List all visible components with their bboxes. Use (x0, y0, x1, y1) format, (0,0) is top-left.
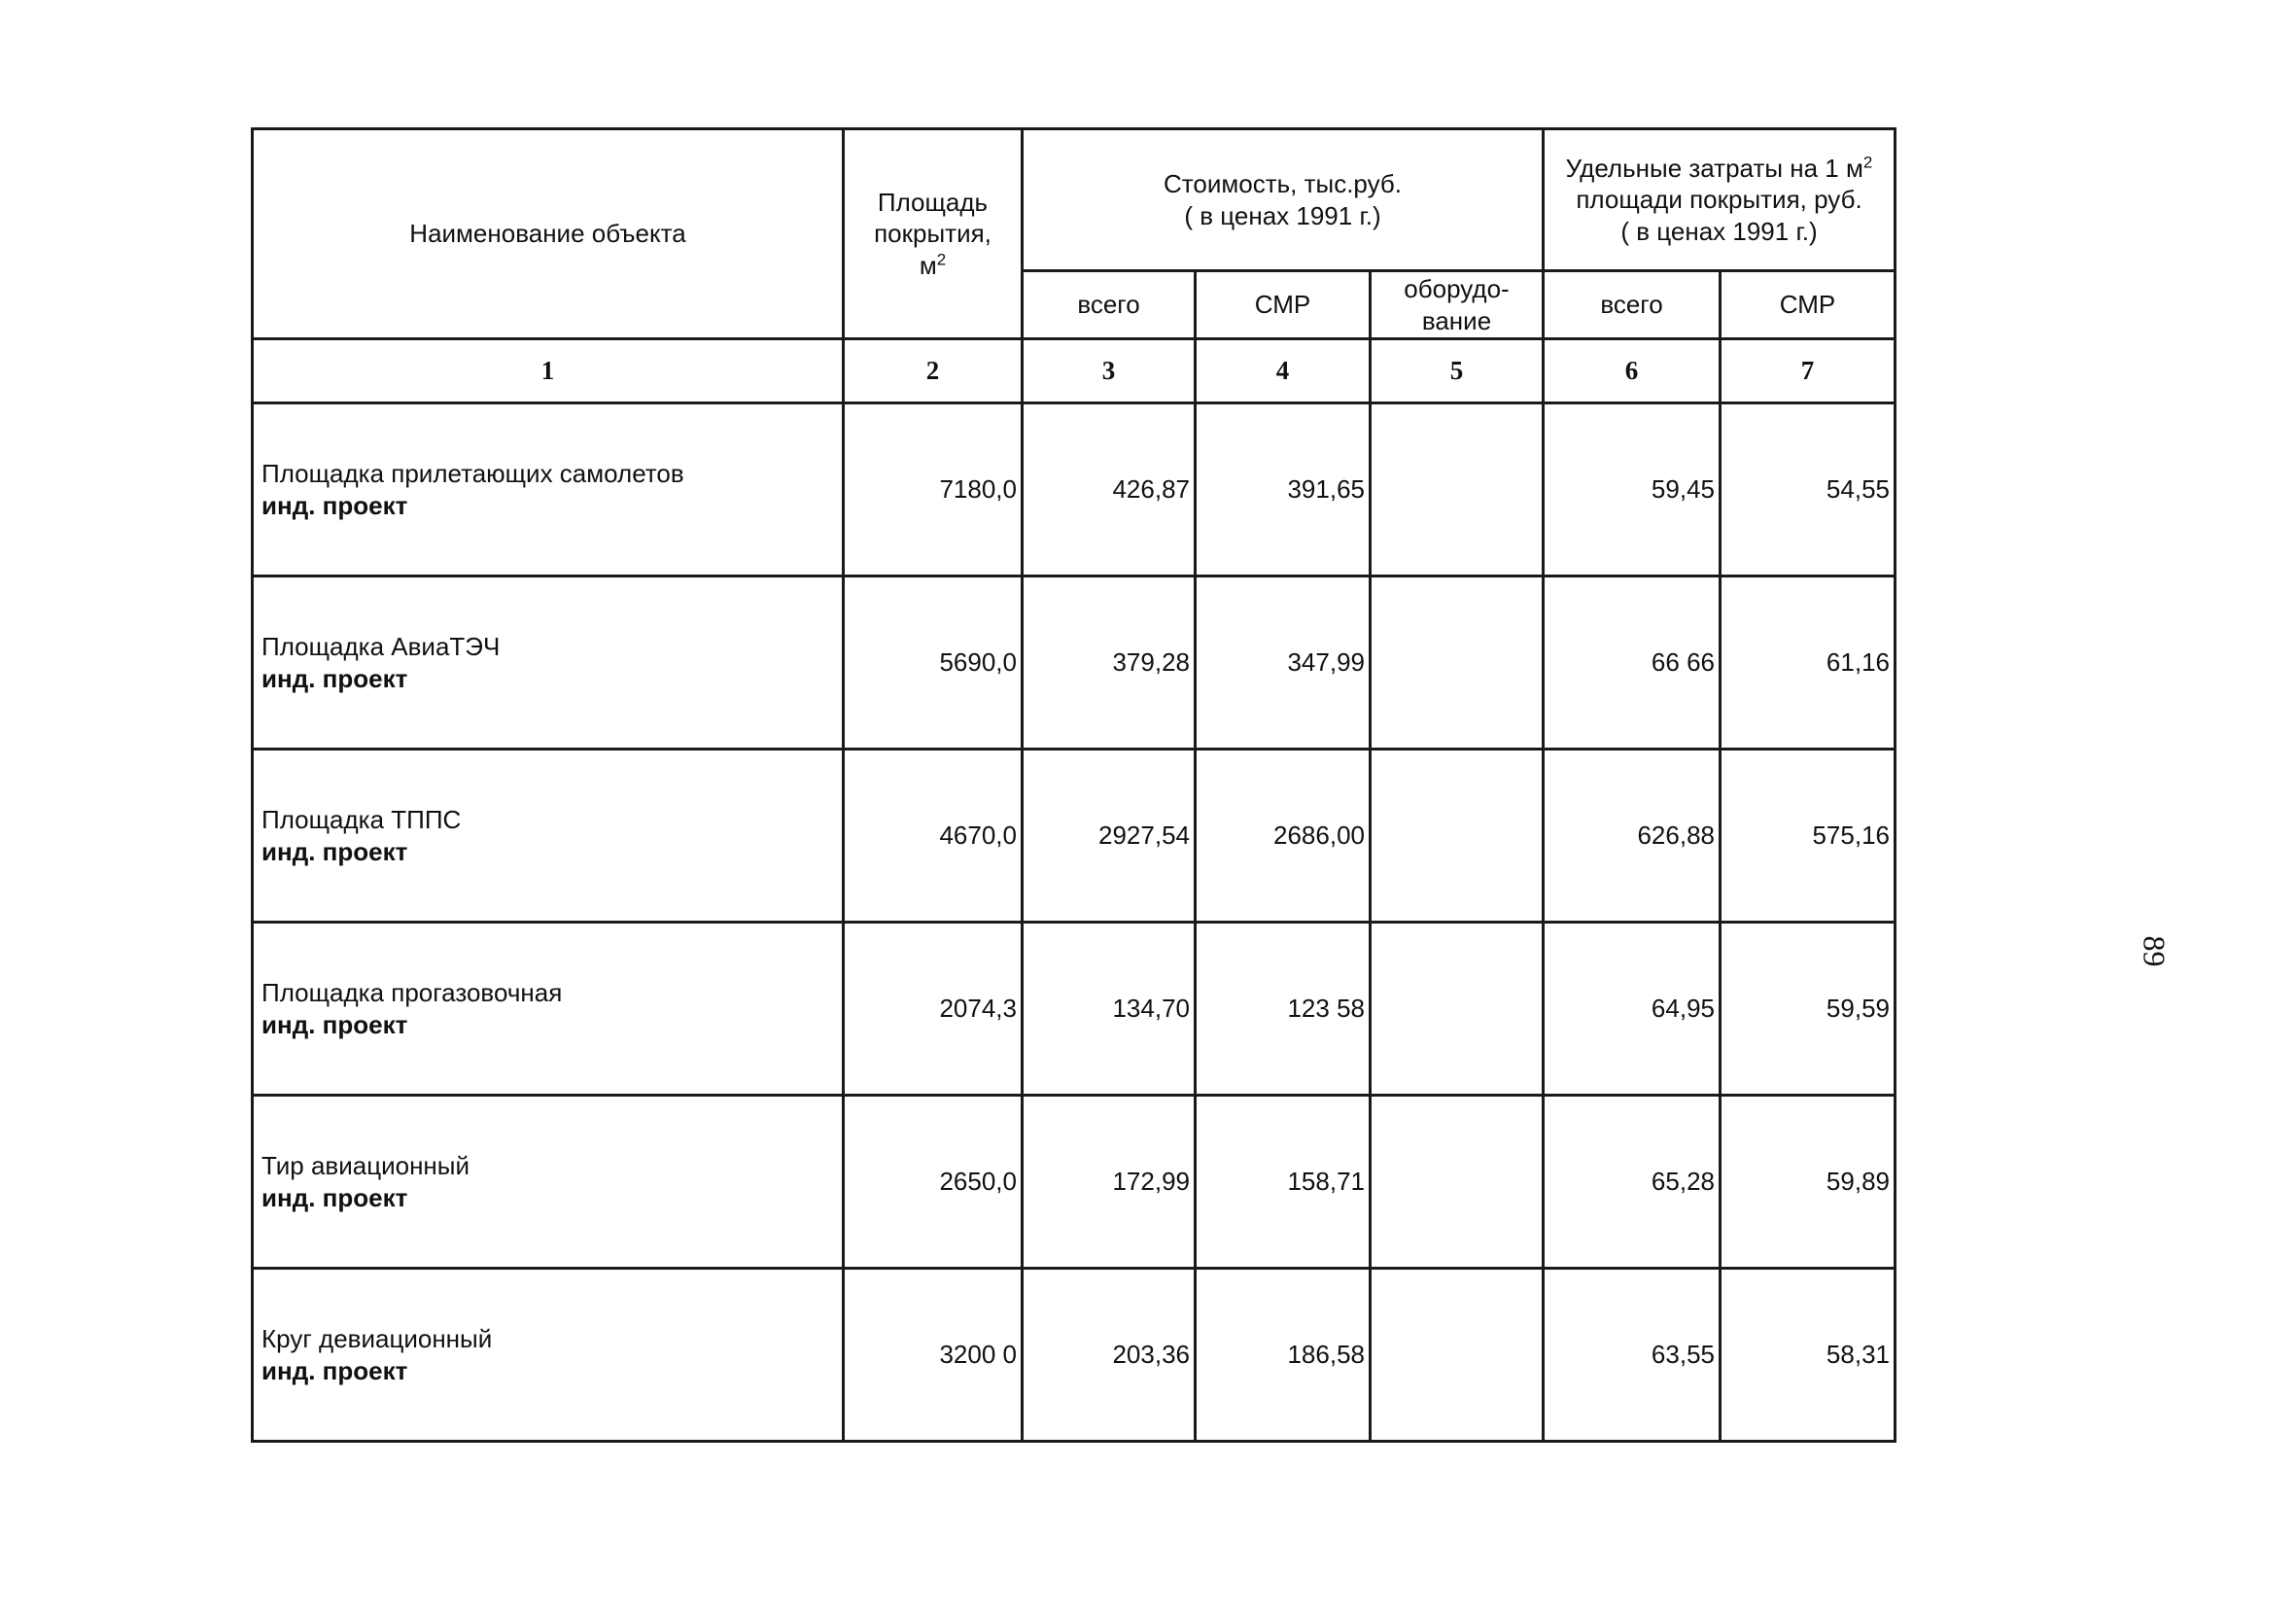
cost-smr-cell: 347,99 (1196, 576, 1371, 750)
column-number: 6 (1544, 339, 1721, 403)
specific-total-cell: 65,28 (1544, 1096, 1721, 1269)
cost-total-cell: 172,99 (1023, 1096, 1196, 1269)
object-note: инд. проект (261, 1009, 408, 1039)
column-number: 7 (1721, 339, 1896, 403)
cost-smr-cell: 391,65 (1196, 403, 1371, 576)
object-note: инд. проект (261, 836, 408, 866)
cost-total-cell: 426,87 (1023, 403, 1196, 576)
object-name-cell (253, 1096, 844, 1269)
column-number: 3 (1023, 339, 1196, 403)
object-name-cell (253, 1269, 844, 1442)
specific-smr-cell: 59,89 (1721, 1096, 1896, 1269)
cost-total-cell: 203,36 (1023, 1269, 1196, 1442)
object-name-cell (253, 576, 844, 750)
area-cell: 4670,0 (844, 750, 1023, 923)
object-name: Тир авиационный (261, 1151, 470, 1180)
table-row (253, 403, 1896, 576)
area-cell: 7180,0 (844, 403, 1023, 576)
specific-smr-cell: 54,55 (1721, 403, 1896, 576)
table-row (253, 1096, 1896, 1269)
cost-smr-cell: 123 58 (1196, 923, 1371, 1096)
cost-total-cell: 2927,54 (1023, 750, 1196, 923)
cost-equipment-cell (1371, 923, 1544, 1096)
object-name: Круг девиационный (261, 1324, 493, 1353)
specific-total-cell: 66 66 (1544, 576, 1721, 750)
cost-smr-cell: 186,58 (1196, 1269, 1371, 1442)
column-number: 5 (1371, 339, 1544, 403)
column-number-row (253, 339, 1896, 403)
object-name: Площадка прогазовочная (261, 978, 563, 1007)
header-cost-equipment: оборудо-вание (1371, 271, 1544, 339)
object-name: Площадка АвиаТЭЧ (261, 632, 501, 661)
header-specific-costs: Удельные затраты на 1 $м^2$ площади покрытия, руб. ( в ценах 1991 г.) (1544, 129, 1896, 271)
cost-table (251, 127, 1896, 1443)
cost-equipment-cell (1371, 1096, 1544, 1269)
object-name: Площадка ТППС (261, 805, 462, 834)
object-note: инд. проект (261, 1182, 408, 1212)
cost-equipment-cell (1371, 576, 1544, 750)
cost-smr-cell: 2686,00 (1196, 750, 1371, 923)
specific-smr-cell: 61,16 (1721, 576, 1896, 750)
cost-equipment-cell (1371, 750, 1544, 923)
cost-total-cell: 134,70 (1023, 923, 1196, 1096)
header-cost: Стоимость, тыс.руб. ( в ценах 1991 г.) (1023, 129, 1544, 271)
cost-total-cell: 379,28 (1023, 576, 1196, 750)
header-specific-smr: СМР (1721, 271, 1896, 339)
object-note: инд. проект (261, 490, 408, 520)
specific-total-cell: 64,95 (1544, 923, 1721, 1096)
specific-total-cell: 626,88 (1544, 750, 1721, 923)
specific-smr-cell: 575,16 (1721, 750, 1896, 923)
object-note: инд. проект (261, 1355, 408, 1385)
specific-smr-cell: 59,59 (1721, 923, 1896, 1096)
table-row (253, 750, 1896, 923)
header-area: Площадь покрытия, $м^2$ (844, 129, 1023, 339)
specific-total-cell: 59,45 (1544, 403, 1721, 576)
header-cost-total: всего (1023, 271, 1196, 339)
area-cell: 2074,3 (844, 923, 1023, 1096)
table-row (253, 923, 1896, 1096)
header-cost-smr: СМР (1196, 271, 1371, 339)
object-name-cell (253, 403, 844, 576)
object-note: инд. проект (261, 663, 408, 693)
column-number: 2 (844, 339, 1023, 403)
header-row-1 (253, 129, 1896, 271)
cost-smr-cell: 158,71 (1196, 1096, 1371, 1269)
specific-smr-cell: 58,31 (1721, 1269, 1896, 1442)
area-cell: 2650,0 (844, 1096, 1023, 1269)
page-number: 89 (2137, 935, 2173, 967)
area-cell: 3200 0 (844, 1269, 1023, 1442)
area-cell: 5690,0 (844, 576, 1023, 750)
table-row (253, 1269, 1896, 1442)
cost-equipment-cell (1371, 403, 1544, 576)
header-object-name: Наименование объекта (253, 129, 844, 339)
table-row (253, 576, 1896, 750)
specific-total-cell: 63,55 (1544, 1269, 1721, 1442)
object-name: Площадка прилетающих самолетов (261, 459, 684, 488)
column-number: 1 (253, 339, 844, 403)
object-name-cell (253, 750, 844, 923)
cost-equipment-cell (1371, 1269, 1544, 1442)
header-specific-total: всего (1544, 271, 1721, 339)
column-number: 4 (1196, 339, 1371, 403)
object-name-cell (253, 923, 844, 1096)
